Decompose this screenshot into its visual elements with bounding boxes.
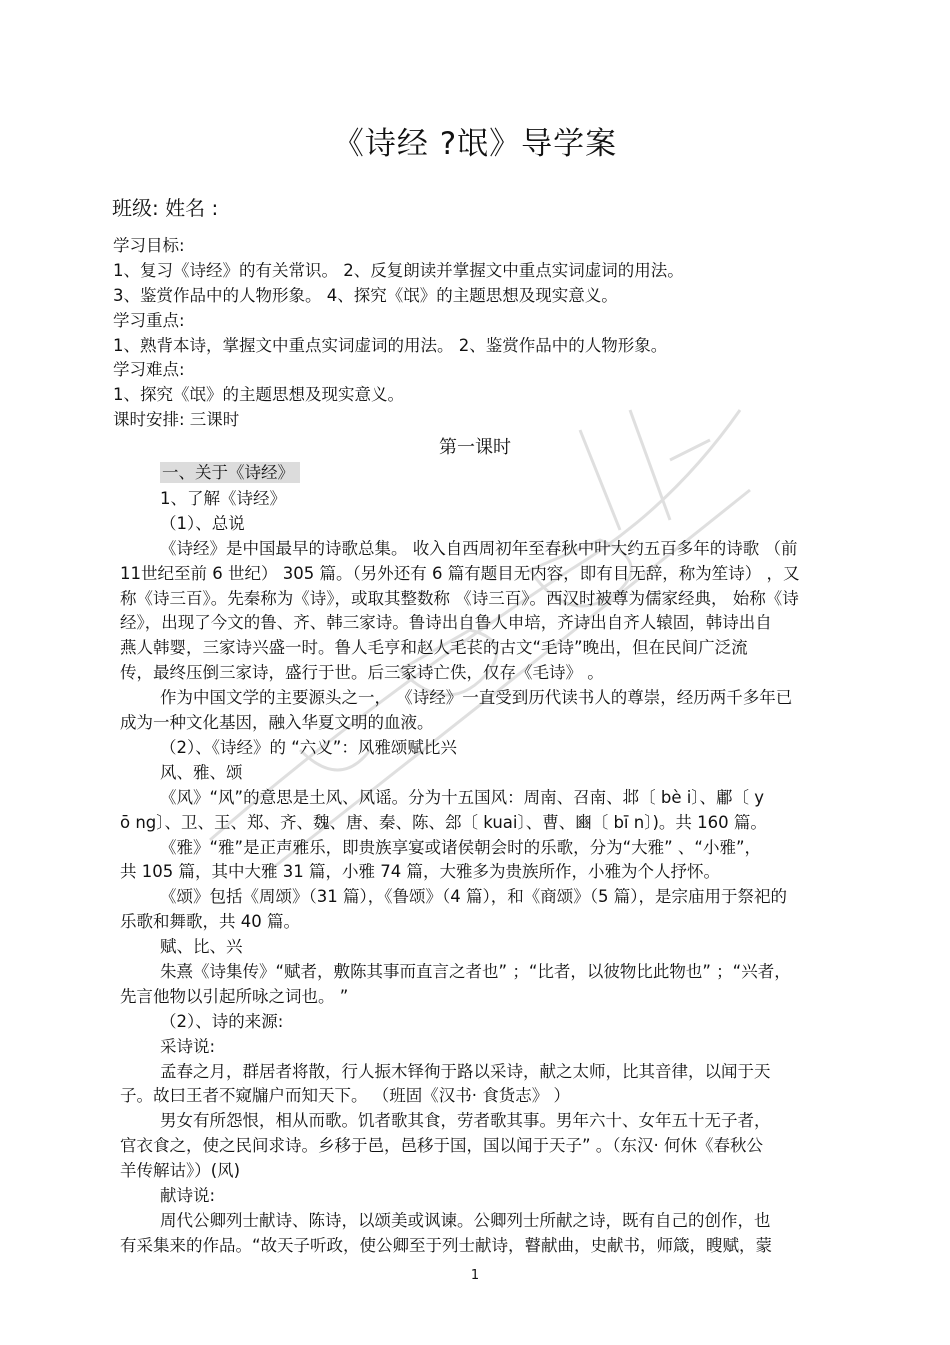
class-name-field: 班级: 姓名 :	[112, 196, 219, 220]
paragraph-line: 《风》“风”的意思是土风、风谣。分为十五国风：周南、召南、邶〔 bè i〕、鄘〔 y	[160, 788, 765, 807]
key-points-heading: 学习重点:	[113, 311, 185, 330]
objectives-heading: 学习目标:	[113, 236, 185, 255]
subsection-heading: （2）、诗的来源:	[160, 1012, 284, 1031]
paragraph-line: 先言他物以引起所咏之词也。 ”	[120, 987, 349, 1006]
subsection-heading: 赋、比、兴	[160, 937, 243, 956]
paragraph-line: 子。故曰王者不窥牖户而知天下。 （班固《汉书· 食货志》 ）	[120, 1086, 570, 1105]
subsection-heading: 献诗说:	[160, 1186, 216, 1205]
paragraph-line: 成为一种文化基因，融入华夏文明的血液。	[120, 713, 434, 732]
subsection-heading: 1、了解《诗经》	[160, 489, 286, 508]
key-points-line: 1、熟背本诗，掌握文中重点实词虚词的用法。 2、鉴赏作品中的人物形象。	[113, 336, 668, 355]
paragraph-line: 经》，出现了今文的鲁、齐、韩三家诗。鲁诗出自鲁人申培，齐诗出自齐人辕固，韩诗出自	[120, 613, 772, 632]
paragraph-line: 传，最终压倒三家诗，盛行于世。后三家诗亡佚，仅存《毛诗》 。	[120, 663, 604, 682]
paragraph-line: 孟春之月，群居者将散，行人振木铎徇于路以采诗，献之太师，比其音律，以闻于天	[160, 1062, 771, 1081]
paragraph-line: 朱熹《诗集传》“赋者，敷陈其事而直言之者也” ；“比者，以彼物比此物也” ；“兴者，	[160, 962, 791, 981]
subsection-heading: （2）、《诗经》的 “六义”：风雅颂赋比兴	[160, 738, 457, 757]
paragraph-line: 共 105 篇，其中大雅 31 篇，小雅 74 篇，大雅多为贵族所作，小雅为个人抒怀。	[120, 862, 720, 881]
paragraph-line: 羊传解诂》）(风)	[120, 1161, 241, 1180]
objectives-line: 1、复习《诗经》的有关常识。 2、反复朗读并掌握文中重点实词虚词的用法。	[113, 261, 684, 280]
subsection-heading: （1）、总说	[160, 514, 245, 533]
difficulties-line: 1、探究《氓》的主题思想及现实意义。	[113, 385, 404, 404]
section-heading: 一、关于《诗经》	[160, 462, 300, 483]
paragraph-line: 有采集来的作品。“故天子听政，使公卿至于列士献诗，瞽献曲，史献书，师箴，瞍赋，蒙	[120, 1236, 773, 1255]
subsection-heading: 采诗说:	[160, 1037, 216, 1056]
paragraph-line: 乐歌和舞歌，共 40 篇。	[120, 912, 300, 931]
subsection-heading: 风、雅、颂	[160, 763, 243, 782]
paragraph-line: ō ng〕、卫、王、郑、齐、魏、唐、秦、陈、郐〔 kuai〕、曹、豳〔 bī n〕)。共 160 篇。	[120, 813, 767, 832]
difficulties-heading: 学习难点:	[113, 360, 185, 379]
paragraph-line: 官衣食之，使之民间求诗。乡移于邑，邑移于国，国以闻于天子” 。（东汉· 何休《春秋公	[120, 1136, 764, 1155]
paragraph-line: 称《诗三百》。先秦称为《诗》，或取其整数称 《诗三百》。西汉时被尊为儒家经典， 始称《诗	[120, 589, 799, 608]
paragraph-line: 作为中国文学的主要源头之一， 《诗经》一直受到历代读书人的尊崇，经历两千多年已	[160, 688, 793, 707]
paragraph-line: 燕人韩婴，三家诗兴盛一时。鲁人毛亨和赵人毛苌的古文“毛诗”晚出，但在民间广泛流	[120, 638, 748, 657]
paragraph-line: 《雅》“雅”是正声雅乐，即贵族享宴或诸侯朝会时的乐歌，分为“大雅” 、“小雅”，	[160, 838, 762, 857]
paragraph-line: 周代公卿列士献诗、陈诗，以颂美或讽谏。公卿列士所献之诗，既有自己的创作，也	[160, 1211, 771, 1230]
paragraph-line: 男女有所怨恨，相从而歌。饥者歌其食，劳者歌其事。男年六十、女年五十无子者，	[160, 1111, 771, 1130]
paragraph-line: 11世纪至前 6 世纪） 305 篇。（另外还有 6 篇有题目无内容，即有目无辞，称为笙诗） ，又	[120, 564, 800, 583]
paragraph-line: 《诗经》是中国最早的诗歌总集。 收入自西周初年至春秋中叶大约五百多年的诗歌 （前	[160, 539, 798, 558]
document-title: 《诗经 ?氓》导学案	[332, 126, 618, 162]
paragraph-line: 《颂》包括《周颂》（31 篇），《鲁颂》（4 篇），和《商颂》（5 篇），是宗庙用于祭祀的	[160, 887, 787, 906]
lesson-heading: 第一课时	[439, 437, 511, 458]
page-number: 1	[470, 1268, 480, 1283]
objectives-line: 3、鉴赏作品中的人物形象。 4、探究《氓》的主题思想及现实意义。	[113, 286, 618, 305]
schedule-line: 课时安排: 三课时	[113, 410, 240, 429]
